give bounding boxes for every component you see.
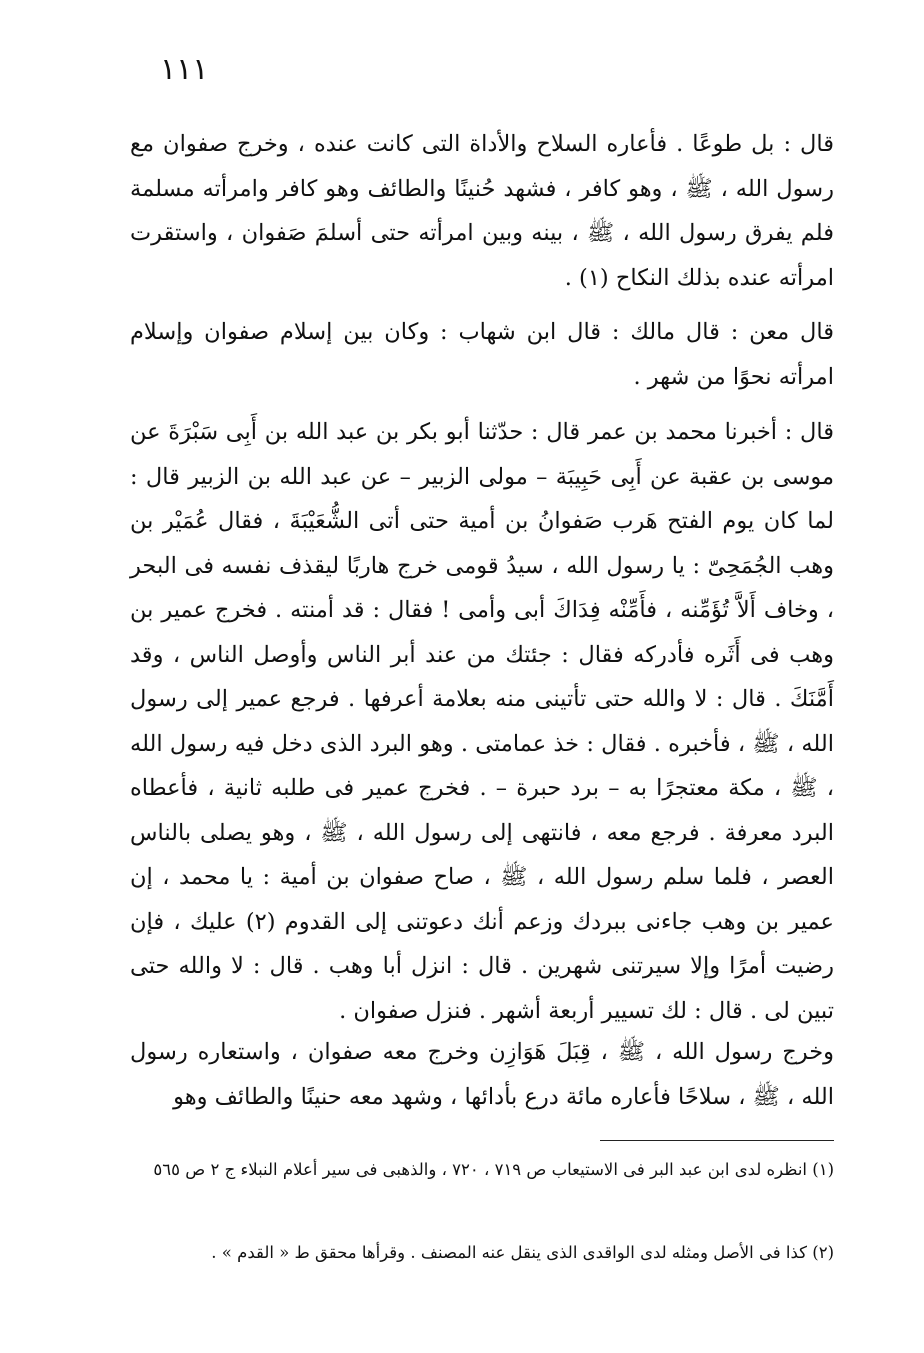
paragraph-3 [130, 410, 834, 1033]
paragraph-text: وخرج رسول الله ، ﷺ ، قِبَلَ هَوَازِن وخرج معه صفوان ، واستعاره رسول الله ، ﷺ ، سلاحًا فأعاره مائة درع بأدائها ، وشهد معه حنينًا والطائف وهو [130, 1039, 834, 1110]
paragraph-text: قال معن : قال مالك : قال ابن شهاب : وكان بين إسلام صفوان وإسلام امرأته نحوًا من شهر . [130, 319, 834, 390]
paragraph-1 [130, 122, 834, 300]
paragraph-2 [130, 310, 834, 399]
footnote-2: (٢) كذا فى الأصل ومثله لدى الواقدى الذى ينقل عنه المصنف . وقرأها محقق ط « القدم » . [211, 1243, 834, 1262]
footnote-1: (١) انظره لدى ابن عبد البر فى الاستيعاب ص ٧١٩ ، ٧٢٠ ، والذهبى فى سير أعلام النبلاء ج ٢ ص ٥٦٥ [153, 1160, 834, 1179]
footnote-divider [600, 1140, 834, 1141]
paragraph-text: قال : أخبرنا محمد بن عمر قال : حدّثنا أبو بكر بن عبد الله بن أَبِى سَبْرَةَ عن موسى بن عقبة عن أَبِى حَبِيبَة – مولى الزبير – عن عبد الله بن الزبير قال : لما كان يوم الفتح هَرب صَفوانُ بن أمية حتى أتى الشُّعَيْبَةَ ، فقال عُمَيْر بن وهب الجُمَحِىّ : يا رسول الله ، سيدُ قومى خرج هاربًا ليقذف نفسه فى البحر ، وخاف أَلاَّ تُؤَمِّنه ، فأَمِّنْه فِدَاكَ أبى وأمى ! فقال : قد أمنته . فخرج عمير بن وهب فى أَثَره فأدركه فقال : جئتك من عند أبر الناس وأوصل الناس ، وقد أَمَّنَكَ . قال : لا والله حتى تأتينى منه بعلامة أعرفها . فرجع عمير إلى رسول الله ، ﷺ ، فأخبره . فقال : خذ عمامتى . وهو البرد الذى دخل فيه رسول الله ، ﷺ ، مكة معتجرًا به – برد حبرة – . فخرج عمير فى طلبه ثانية ، فأعطاه البرد معرفة . فرجع معه ، فانتهى إلى رسول الله ، ﷺ ، وهو يصلى بالناس العصر ، فلما سلم رسول الله ، ﷺ ، صاح صفوان بن أمية : يا محمد ، إن عمير بن وهب جاءنى ببردك وزعم أنك دعوتنى إلى القدوم (٢) عليك ، فإن رضيت أمرًا وإلا سيرتنى شهرين . قال : انزل أبا وهب . قال : لا والله حتى تبين لى . قال : لك تسيير أربعة أشهر . فنزل صفوان . [130, 419, 834, 1024]
paragraph-text: قال : بل طوعًا . فأعاره السلاح والأداة التى كانت عنده ، وخرج صفوان مع رسول الله ، ﷺ ، وهو كافر ، فشهد حُنينًا والطائف وهو كافر وامرأته مسلمة فلم يفرق رسول الله ، ﷺ ، بينه وبين امرأته حتى أسلمَ صَفوان ، واستقرت امرأته عنده بذلك النكاح (١) . [130, 131, 834, 291]
page-number: ١١١ [160, 52, 209, 87]
paragraph-4 [130, 1030, 834, 1119]
